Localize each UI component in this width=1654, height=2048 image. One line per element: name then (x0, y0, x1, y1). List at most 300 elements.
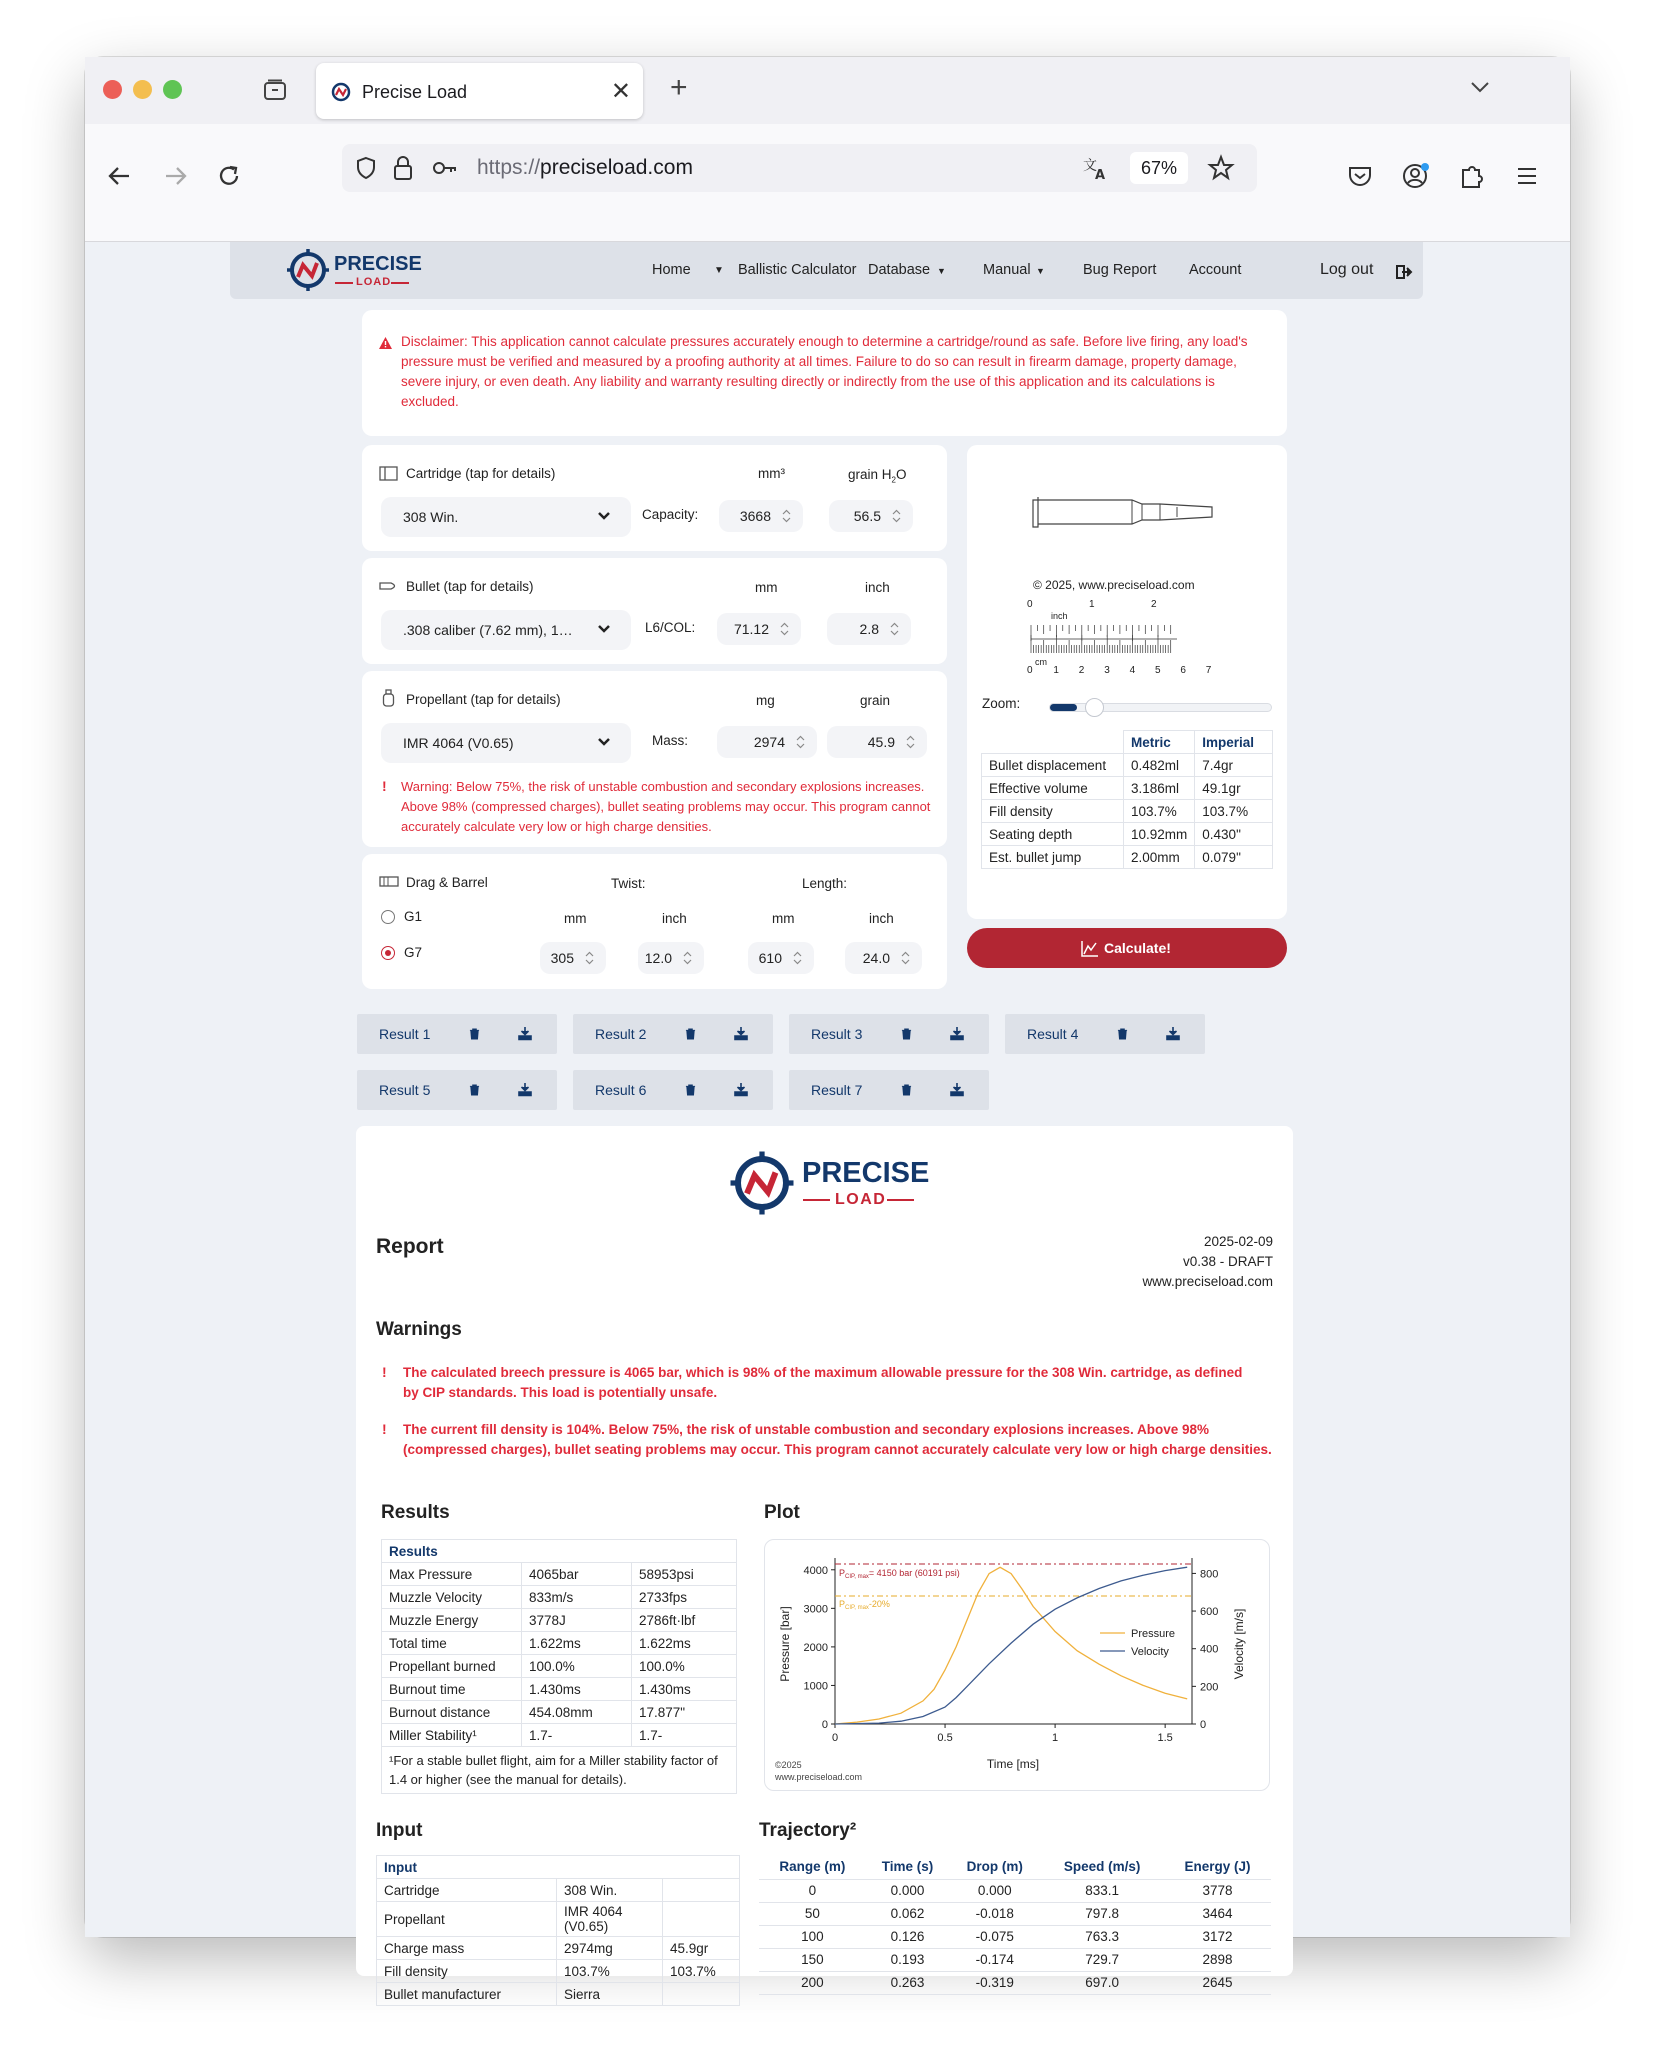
results-cell: 4065bar (522, 1563, 632, 1586)
download-icon[interactable] (734, 1083, 748, 1096)
report-logo-sub: LOAD (835, 1191, 887, 1208)
pmax-annotation: $P_{CIP, max}= 4150$ bar (60191 psi) (839, 1568, 960, 1580)
preview-cell: 103.7% (1124, 800, 1195, 823)
input-row (377, 1937, 740, 1960)
plot-copyright-site: www.preciseload.com (775, 1772, 863, 1782)
trajectory-title: Trajectory² (759, 1820, 857, 1841)
trash-icon[interactable] (685, 1084, 696, 1096)
results-cell: 2733fps (632, 1586, 737, 1609)
result-tab-label: Result 1 (379, 1026, 431, 1042)
trajectory-cell: 0.000 (866, 1879, 949, 1902)
nav-home[interactable]: Home (652, 262, 691, 278)
cartridge-icon (379, 466, 398, 481)
trajectory-table (759, 1855, 1271, 1995)
results-cell: Muzzle Energy (382, 1609, 522, 1632)
trajectory-cell: 3778 (1164, 1879, 1271, 1902)
trajectory-cell: -0.319 (949, 1971, 1040, 1994)
ruler-cm-tick-label: 7 (1205, 665, 1212, 676)
preview-cell: 7.4gr (1195, 754, 1273, 777)
input-cell (663, 1983, 740, 2006)
warning-exclamation-icon: ! (382, 778, 387, 794)
logo-word: PRECISE (334, 253, 422, 275)
col-unit-inch: inch (865, 580, 890, 595)
tab-precise-load[interactable] (316, 63, 643, 119)
legend-label: Pressure (1131, 1628, 1176, 1640)
calculate-label: Calculate! (1104, 940, 1171, 956)
trajectory-header: Speed (m/s) (1040, 1855, 1164, 1879)
input-cell: Charge mass (377, 1937, 557, 1960)
download-icon[interactable] (1166, 1027, 1180, 1040)
results-cell: 833m/s (522, 1586, 632, 1609)
zoom-label: Zoom: (982, 696, 1021, 711)
report-logo-word: PRECISE (802, 1157, 930, 1189)
results-cell: 1.7- (522, 1724, 632, 1747)
trajectory-cell: 150 (759, 1948, 866, 1971)
download-icon[interactable] (734, 1027, 748, 1040)
result-tab-label: Result 7 (811, 1082, 863, 1098)
stepper-icon[interactable] (796, 735, 805, 749)
trajectory-cell: 50 (759, 1902, 866, 1925)
cartridge-drawing-icon (1032, 495, 1212, 529)
results-cell: Muzzle Velocity (382, 1586, 522, 1609)
manual-caret-icon: ▼ (1036, 266, 1045, 276)
preview-cell: 10.92mm (1124, 823, 1195, 846)
ruler-inch-tick: 1 (1089, 599, 1095, 610)
pressure-velocity-chart (765, 1540, 1271, 1792)
results-row (382, 1724, 737, 1747)
results-footnote: ¹For a stable bullet flight, aim for a Miller stability factor of 1.4 or higher (see the manual for details). (382, 1747, 737, 1794)
web-page (85, 242, 1570, 2002)
key-icon[interactable] (432, 157, 458, 179)
length-unit-inch: inch (869, 911, 894, 926)
plot-title: Plot (764, 1502, 800, 1523)
svg-text:A: A (1095, 168, 1106, 183)
ballistic-dropdown-caret-icon[interactable]: ▼ (714, 265, 724, 276)
mass-mg-input[interactable]: 2974 (717, 726, 817, 758)
preview-table-row (982, 754, 1273, 777)
preview-cell: 0.482ml (1124, 754, 1195, 777)
trajectory-cell: 729.7 (1040, 1948, 1164, 1971)
ruler-cm-tick-label: 4 (1129, 665, 1136, 676)
trash-icon[interactable] (1117, 1028, 1128, 1040)
trajectory-row (759, 1902, 1271, 1925)
menu-hamburger-icon[interactable] (1515, 164, 1539, 188)
results-table (381, 1539, 737, 1794)
results-cell: Propellant burned (382, 1655, 522, 1678)
ruler-icon (1027, 597, 1227, 675)
results-row (382, 1678, 737, 1701)
trajectory-cell: 0 (759, 1879, 866, 1902)
pocket-icon[interactable] (1347, 163, 1373, 189)
stepper-icon[interactable] (683, 951, 692, 965)
trajectory-cell: -0.018 (949, 1902, 1040, 1925)
result-tab-label: Result 4 (1027, 1026, 1079, 1042)
capacity-unit-mm3: mm³ (758, 466, 785, 481)
result-tab-7[interactable] (789, 1070, 989, 1110)
cartridge-label[interactable]: Cartridge (tap for details) (406, 466, 556, 481)
download-icon[interactable] (950, 1027, 964, 1040)
shield-icon[interactable] (354, 156, 378, 180)
tab-bar (85, 57, 1570, 124)
chevron-down-icon (597, 511, 611, 521)
length-unit-mm: mm (772, 911, 795, 926)
trash-icon[interactable] (469, 1084, 480, 1096)
result-tab-5[interactable] (357, 1070, 557, 1110)
chevron-down-icon (597, 624, 611, 634)
results-cell: 1.430ms (632, 1678, 737, 1701)
x-axis-label: Time [ms] (986, 1757, 1040, 1771)
warning-exclamation-icon: ! (382, 1364, 387, 1380)
trajectory-cell: -0.075 (949, 1925, 1040, 1948)
download-icon[interactable] (518, 1027, 532, 1040)
results-cell: Burnout distance (382, 1701, 522, 1724)
trajectory-cell: 200 (759, 1971, 866, 1994)
trajectory-header: Drop (m) (949, 1855, 1040, 1879)
ruler-cm-tick-label: 5 (1155, 665, 1161, 676)
preview-table (981, 730, 1273, 869)
results-cell: 454.08mm (522, 1701, 632, 1724)
zoom-slider[interactable] (1049, 703, 1272, 712)
results-row (382, 1563, 737, 1586)
preview-cell: Seating depth (982, 823, 1124, 846)
input-cell: Fill density (377, 1960, 557, 1983)
stepper-icon[interactable] (906, 735, 915, 749)
trajectory-row (759, 1925, 1271, 1948)
input-cell: 308 Win. (557, 1879, 663, 1902)
stepper-icon[interactable] (890, 622, 899, 636)
download-icon[interactable] (518, 1083, 532, 1096)
col-label: L6/COL: (645, 620, 696, 635)
logout-icon[interactable] (1396, 264, 1412, 280)
results-cell: 17.877" (632, 1701, 737, 1724)
length-mm-input[interactable]: 610 (748, 942, 814, 974)
plot-copyright: ©2025 (775, 1760, 802, 1770)
stepper-icon[interactable] (782, 509, 791, 523)
trajectory-cell: 100 (759, 1925, 866, 1948)
result-tab-label: Result 6 (595, 1082, 647, 1098)
result-tab-3[interactable] (789, 1014, 989, 1054)
twist-unit-mm: mm (564, 911, 587, 926)
trash-icon[interactable] (901, 1028, 912, 1040)
propellant-select[interactable]: IMR 4064 (V0.65) (381, 723, 631, 763)
stepper-icon[interactable] (793, 951, 802, 965)
results-cell: 2786ft·lbf (632, 1609, 737, 1632)
cartridge-card (362, 445, 947, 551)
trajectory-row (759, 1948, 1271, 1971)
translate-icon[interactable] (1082, 155, 1110, 181)
g7-label: G7 (404, 945, 423, 960)
y2-tick-label: 600 (1200, 1606, 1219, 1619)
results-row (382, 1609, 737, 1632)
chevron-down-icon (597, 737, 611, 747)
trajectory-row (759, 1971, 1271, 1994)
stepper-icon[interactable] (780, 622, 789, 636)
trajectory-cell: 0.193 (866, 1948, 949, 1971)
warning-triangle-icon (378, 336, 393, 350)
ruler-inch-tick: 2 (1151, 599, 1157, 610)
imperial-header: Imperial (1195, 731, 1273, 754)
cartridge-select[interactable]: 308 Win. (381, 497, 631, 537)
bullet-icon (379, 581, 399, 591)
input-cell: Bullet manufacturer (377, 1983, 557, 2006)
input-row (377, 1960, 740, 1983)
result-tab-6[interactable] (573, 1070, 773, 1110)
ruler-inch-label: inch (1051, 611, 1068, 621)
results-row (382, 1586, 737, 1609)
minimize-window-button[interactable] (133, 80, 152, 99)
results-cell: Total time (382, 1632, 522, 1655)
x-tick-label: 0.5 (937, 1732, 953, 1744)
chart-icon (1081, 940, 1099, 957)
y-tick-label: 4000 (803, 1564, 828, 1577)
col-unit-mm: mm (755, 580, 778, 595)
results-cell: 58953psi (632, 1563, 737, 1586)
lock-icon[interactable] (392, 155, 414, 181)
trajectory-cell: 833.1 (1040, 1879, 1164, 1902)
capacity-unit-grain: grain $H_2O$ (848, 467, 907, 485)
drag-barrel-label: Drag & Barrel (406, 875, 488, 890)
col-inch-input[interactable]: 2.8 (827, 613, 911, 645)
logo-sub: LOAD (356, 276, 392, 288)
ruler-cm-label: cm (1035, 657, 1047, 667)
trajectory-cell: 3464 (1164, 1902, 1271, 1925)
results-cell: 1.430ms (522, 1678, 632, 1701)
p20-annotation: $P_{CIP, max}-20\%$ (839, 1599, 890, 1611)
calculate-button[interactable] (967, 928, 1287, 968)
svg-text:文: 文 (1083, 158, 1097, 174)
trajectory-cell: 0.126 (866, 1925, 949, 1948)
results-cell: 3778J (522, 1609, 632, 1632)
new-tab-icon[interactable]: + (670, 71, 688, 104)
warnings-title: Warnings (376, 1319, 462, 1340)
nav-database[interactable]: Database (868, 262, 931, 278)
barrel-icon (379, 876, 399, 887)
y2-axis-label: Velocity [m/s] (1232, 1608, 1246, 1680)
ruler-cm-tick-label: 6 (1180, 665, 1186, 676)
stepper-icon[interactable] (585, 951, 594, 965)
input-title: Input (376, 1820, 423, 1841)
g1-label: G1 (404, 909, 423, 924)
report-card (356, 1126, 1293, 2002)
length-inch-input[interactable]: 24.0 (845, 942, 922, 974)
y-tick-label: 0 (821, 1719, 828, 1731)
input-cell (663, 1902, 740, 1937)
preview-table-row (982, 800, 1273, 823)
y2-tick-label: 200 (1200, 1681, 1219, 1694)
trajectory-header: Energy (J) (1164, 1855, 1271, 1879)
preview-cell: 49.1gr (1195, 777, 1273, 800)
zoom-slider-thumb[interactable] (1085, 698, 1104, 717)
powder-bottle-icon (382, 689, 395, 707)
input-cell: IMR 4064 (V0.65) (557, 1902, 663, 1937)
trajectory-cell: 697.0 (1040, 1971, 1164, 1994)
y2-tick-label: 0 (1200, 1719, 1207, 1731)
trajectory-cell: 2645 (1164, 1971, 1271, 1994)
trajectory-cell: 3172 (1164, 1925, 1271, 1948)
trajectory-cell: 763.3 (1040, 1925, 1164, 1948)
input-row (377, 1902, 740, 1937)
input-cell: Propellant (377, 1902, 557, 1937)
bullet-select[interactable]: .308 caliber (7.62 mm), 1… (381, 610, 631, 650)
trajectory-cell: 2898 (1164, 1948, 1271, 1971)
trajectory-row (759, 1879, 1271, 1902)
capacity-grain-input[interactable]: 56.5 (829, 500, 913, 532)
results-cell: 1.7- (632, 1724, 737, 1747)
maximize-window-button[interactable] (163, 80, 182, 99)
bullet-card (362, 558, 947, 664)
tab-overview-icon[interactable] (263, 79, 287, 101)
back-arrow-icon[interactable] (105, 161, 135, 191)
close-window-button[interactable] (103, 80, 122, 99)
trash-icon[interactable] (469, 1028, 480, 1040)
nav-logout[interactable]: Log out (1320, 261, 1374, 278)
trajectory-cell: 0.000 (949, 1879, 1040, 1902)
results-cell: 1.622ms (522, 1632, 632, 1655)
precise-load-logo-icon (286, 247, 330, 293)
preview-cell: Bullet displacement (982, 754, 1124, 777)
tab-list-chevron-down-icon[interactable] (1468, 75, 1492, 99)
report-logo (729, 1148, 930, 1220)
nav-manual[interactable]: Manual (983, 262, 1031, 278)
disclaimer-card (362, 310, 1287, 436)
capacity-mm3-input[interactable]: 3668 (719, 500, 803, 532)
preview-cell: 103.7% (1195, 800, 1273, 823)
nav-account[interactable]: Account (1189, 262, 1242, 278)
preview-table-row (982, 823, 1273, 846)
twist-unit-inch: inch (662, 911, 687, 926)
input-cell: Sierra (557, 1983, 663, 2006)
metric-header: Metric (1124, 731, 1195, 754)
results-cell: 1.622ms (632, 1632, 737, 1655)
report-title: Report (376, 1235, 444, 1258)
input-table (376, 1855, 740, 2006)
input-cell: 45.9gr (663, 1937, 740, 1960)
mass-unit-grain: grain (860, 693, 891, 708)
y2-tick-label: 400 (1200, 1643, 1219, 1656)
twist-inch-input[interactable]: 12.0 (638, 942, 704, 974)
trash-icon[interactable] (901, 1084, 912, 1096)
zoom-level-badge[interactable]: 67% (1130, 152, 1188, 184)
results-cell: Max Pressure (382, 1563, 522, 1586)
length-label: Length: (802, 876, 848, 891)
plot-container (764, 1539, 1270, 1791)
address-bar[interactable] (342, 144, 1257, 192)
result-tab-label: Result 5 (379, 1082, 431, 1098)
ruler-cm-tick-label: 0 (1027, 665, 1033, 676)
stepper-icon[interactable] (901, 951, 910, 965)
ruler-cm-tick-label: 1 (1053, 665, 1059, 676)
site-navbar (230, 242, 1423, 299)
trajectory-header: Time (s) (866, 1855, 949, 1879)
forward-arrow-icon[interactable] (160, 161, 190, 191)
trajectory-header: Range (m) (759, 1855, 866, 1879)
g1-radio[interactable] (381, 910, 395, 924)
results-cell: Miller Stability¹ (382, 1724, 522, 1747)
results-row (382, 1701, 737, 1724)
results-table-header: Results (382, 1540, 737, 1563)
close-tab-icon[interactable]: ✕ (610, 78, 631, 105)
site-logo[interactable] (286, 247, 426, 295)
propellant-warning: Warning: Below 75%, the risk of unstable combustion and secondary explosions increases. Above 98% (compressed charges), bullet seating problems may occur. This program cannot accurately calculate very low or high charge densities. (401, 779, 931, 834)
nav-bug-report[interactable]: Bug Report (1083, 262, 1157, 278)
results-row (382, 1655, 737, 1678)
y-tick-label: 3000 (803, 1603, 828, 1616)
preview-cell: Fill density (982, 800, 1124, 823)
col-mm-input[interactable]: 71.12 (717, 613, 801, 645)
navigation-toolbar (85, 124, 1570, 242)
g7-radio[interactable] (381, 946, 395, 960)
trajectory-cell: 0.062 (866, 1902, 949, 1925)
precise-load-favicon-icon (330, 81, 352, 103)
browser-window (85, 57, 1570, 2002)
capacity-label: Capacity: (642, 507, 699, 522)
stepper-icon[interactable] (892, 509, 901, 523)
trajectory-cell: 797.8 (1040, 1902, 1164, 1925)
input-cell: 2974mg (557, 1937, 663, 1960)
reload-icon[interactable] (214, 161, 244, 191)
results-cell: 100.0% (522, 1655, 632, 1678)
download-icon[interactable] (950, 1083, 964, 1096)
preview-table-row (982, 777, 1273, 800)
input-row (377, 1983, 740, 2006)
ruler-cm-tick-label: 3 (1104, 665, 1110, 676)
bullet-label[interactable]: Bullet (tap for details) (406, 579, 534, 594)
propellant-card (362, 671, 947, 847)
result-tab-4[interactable] (1005, 1014, 1205, 1054)
legend-label: Velocity (1131, 1646, 1169, 1658)
preview-cell: 2.00mm (1124, 846, 1195, 869)
url-text[interactable]: https://preciseload.com (477, 156, 693, 179)
input-cell (663, 1879, 740, 1902)
input-row (377, 1879, 740, 1902)
x-tick-label: 1 (1052, 1732, 1059, 1744)
preview-cell: 3.186ml (1124, 777, 1195, 800)
extensions-puzzle-icon[interactable] (1459, 162, 1485, 190)
trash-icon[interactable] (685, 1028, 696, 1040)
y2-tick-label: 800 (1200, 1568, 1219, 1581)
report-meta: 2025-02-09 v0.38 - DRAFT www.preciseload.com (1142, 1234, 1273, 1289)
nav-ballistic-calculator[interactable]: Ballistic Calculator (738, 262, 857, 278)
preview-cell: 0.430" (1195, 823, 1273, 846)
report-warning-1: The calculated breech pressure is 4065 bar, which is 98% of the maximum allowable pressure for the 308 Win. cartridge, as defined by CIP standards. This load is potentially unsafe. (403, 1365, 1243, 1400)
drag-barrel-card (362, 854, 947, 989)
x-tick-label: 0 (831, 1732, 839, 1744)
preview-cell: Effective volume (982, 777, 1124, 800)
results-row (382, 1632, 737, 1655)
propellant-label[interactable]: Propellant (tap for details) (406, 692, 561, 707)
result-tab-2[interactable] (573, 1014, 773, 1054)
preview-table-row (982, 846, 1273, 869)
report-warning-2: The current fill density is 104%. Below 75%, the risk of unstable combustion and secondary explosions increases. Above 98% (compressed charges), bullet seating problems may occur. This program cannot accurately calculate very low or high charge densities. (403, 1422, 1272, 1457)
bookmark-star-icon[interactable] (1208, 155, 1234, 181)
y-axis-label: Pressure [bar] (778, 1606, 792, 1682)
disclaimer-text: Disclaimer: This application cannot calculate pressures accurately enough to determine a cartridge/round as safe. Before live firing, any load's pressure must be verified and measured by a proofing authority at all times. Failure to do so can result in firearm damage, property damage, severe injury, or even death. Any liability and warranty resulting directly or indirectly from the use of this application and its calculations is excluded. (401, 334, 1248, 409)
result-tab-label: Result 2 (595, 1026, 647, 1042)
mass-grain-input[interactable]: 45.9 (827, 726, 927, 758)
results-cell: Burnout time (382, 1678, 522, 1701)
trajectory-cell: -0.174 (949, 1948, 1040, 1971)
twist-label: Twist: (611, 876, 646, 891)
result-tab-label: Result 3 (811, 1026, 863, 1042)
input-cell: 103.7% (663, 1960, 740, 1983)
account-avatar-icon[interactable] (1402, 162, 1430, 190)
ruler-inch-tick: 0 (1027, 599, 1033, 610)
twist-mm-input[interactable]: 305 (540, 942, 606, 974)
y-tick-label: 1000 (803, 1680, 828, 1693)
result-tab-1[interactable] (357, 1014, 557, 1054)
mass-unit-mg: mg (756, 693, 775, 708)
warning-exclamation-icon: ! (382, 1421, 387, 1437)
